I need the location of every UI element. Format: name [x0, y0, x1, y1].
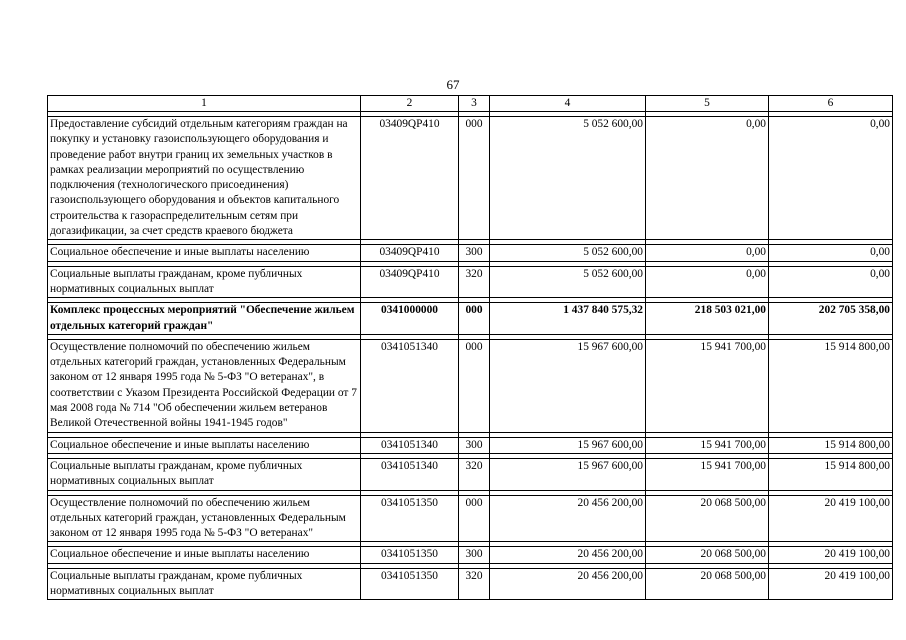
column-header-3: 3	[459, 96, 490, 112]
target-code-cell: 0341051350	[361, 495, 459, 542]
expense-type-cell: 300	[459, 547, 490, 563]
item-name-cell: Осуществление полномочий по обеспечению жильем отдельных категорий граждан, установленных Федеральным законом от 12 января 1995 года № 5-ФЗ "О ветеранах"	[48, 495, 361, 542]
table-row	[48, 458, 893, 490]
column-header-6: 6	[769, 96, 893, 112]
amount-year-3-cell: 20 419 100,00	[769, 568, 893, 600]
column-header-4: 4	[490, 96, 646, 112]
item-name-cell: Социальное обеспечение и иные выплаты населению	[48, 437, 361, 453]
amount-year-1-cell: 20 456 200,00	[490, 547, 646, 563]
target-code-cell: 0341051340	[361, 339, 459, 432]
amount-year-1-cell: 1 437 840 575,32	[490, 303, 646, 335]
budget-table	[47, 95, 893, 600]
item-name-cell: Социальные выплаты гражданам, кроме публичных нормативных социальных выплат	[48, 266, 361, 298]
expense-type-cell: 300	[459, 437, 490, 453]
table-row	[48, 266, 893, 298]
amount-year-2-cell: 20 068 500,00	[646, 568, 769, 600]
amount-year-3-cell: 20 419 100,00	[769, 495, 893, 542]
table-header-row	[48, 96, 893, 112]
amount-year-2-cell: 20 068 500,00	[646, 547, 769, 563]
amount-year-2-cell: 15 941 700,00	[646, 458, 769, 490]
amount-year-2-cell: 20 068 500,00	[646, 495, 769, 542]
item-name-cell: Социальные выплаты гражданам, кроме публичных нормативных социальных выплат	[48, 458, 361, 490]
amount-year-2-cell: 0,00	[646, 266, 769, 298]
amount-year-1-cell: 5 052 600,00	[490, 245, 646, 261]
amount-year-2-cell: 0,00	[646, 117, 769, 240]
page-number: 67	[446, 77, 460, 92]
target-code-cell: 03409QP410	[361, 245, 459, 261]
table-row	[48, 303, 893, 335]
target-code-cell: 0341051350	[361, 547, 459, 563]
amount-year-3-cell: 0,00	[769, 117, 893, 240]
target-code-cell: 03409QP410	[361, 117, 459, 240]
amount-year-1-cell: 15 967 600,00	[490, 437, 646, 453]
column-header-5: 5	[646, 96, 769, 112]
item-name-cell: Социальное обеспечение и иные выплаты населению	[48, 245, 361, 261]
table-row	[48, 245, 893, 261]
table-row	[48, 547, 893, 563]
item-name-cell: Предоставление субсидий отдельным категориям граждан на покупку и установку газоиспользующего оборудования и проведение работ внутри границ их земельных участков в рамках реализации мероприятий по осуществлению подключения (технологического присоединения) газоиспользующего оборудования и объектов капитального строительства к газораспределительным сетям при догазификации, за счет средств краевого бюджета	[48, 117, 361, 240]
expense-type-cell: 320	[459, 458, 490, 490]
table-row	[48, 437, 893, 453]
table-row	[48, 495, 893, 542]
amount-year-3-cell: 0,00	[769, 266, 893, 298]
target-code-cell: 0341051340	[361, 437, 459, 453]
expense-type-cell: 000	[459, 339, 490, 432]
column-header-1: 1	[48, 96, 361, 112]
amount-year-1-cell: 20 456 200,00	[490, 568, 646, 600]
item-name-cell: Комплекс процессных мероприятий "Обеспечение жильем отдельных категорий граждан"	[48, 303, 361, 335]
amount-year-1-cell: 5 052 600,00	[490, 117, 646, 240]
amount-year-3-cell: 20 419 100,00	[769, 547, 893, 563]
column-header-2: 2	[361, 96, 459, 112]
amount-year-2-cell: 15 941 700,00	[646, 437, 769, 453]
table-row	[48, 568, 893, 600]
amount-year-1-cell: 5 052 600,00	[490, 266, 646, 298]
amount-year-2-cell: 15 941 700,00	[646, 339, 769, 432]
table-row	[48, 117, 893, 240]
amount-year-3-cell: 15 914 800,00	[769, 437, 893, 453]
expense-type-cell: 000	[459, 495, 490, 542]
expense-type-cell: 000	[459, 117, 490, 240]
amount-year-3-cell: 202 705 358,00	[769, 303, 893, 335]
target-code-cell: 0341051350	[361, 568, 459, 600]
expense-type-cell: 320	[459, 266, 490, 298]
amount-year-2-cell: 0,00	[646, 245, 769, 261]
amount-year-3-cell: 15 914 800,00	[769, 339, 893, 432]
item-name-cell: Социальные выплаты гражданам, кроме публичных нормативных социальных выплат	[48, 568, 361, 600]
amount-year-1-cell: 15 967 600,00	[490, 458, 646, 490]
expense-type-cell: 320	[459, 568, 490, 600]
expense-type-cell: 000	[459, 303, 490, 335]
amount-year-1-cell: 20 456 200,00	[490, 495, 646, 542]
target-code-cell: 0341000000	[361, 303, 459, 335]
expense-type-cell: 300	[459, 245, 490, 261]
amount-year-1-cell: 15 967 600,00	[490, 339, 646, 432]
target-code-cell: 0341051340	[361, 458, 459, 490]
item-name-cell: Осуществление полномочий по обеспечению жильем отдельных категорий граждан, установленных Федеральным законом от 12 января 1995 года № 5-ФЗ "О ветеранах", в соответствии с Указом Президента Российской Федерации от 7 мая 2008 года № 714 "Об обеспечении жильем ветеранов Великой Отечественной войны 1941-1945 годов"	[48, 339, 361, 432]
amount-year-2-cell: 218 503 021,00	[646, 303, 769, 335]
item-name-cell: Социальное обеспечение и иные выплаты населению	[48, 547, 361, 563]
amount-year-3-cell: 0,00	[769, 245, 893, 261]
target-code-cell: 03409QP410	[361, 266, 459, 298]
table-row	[48, 339, 893, 432]
amount-year-3-cell: 15 914 800,00	[769, 458, 893, 490]
